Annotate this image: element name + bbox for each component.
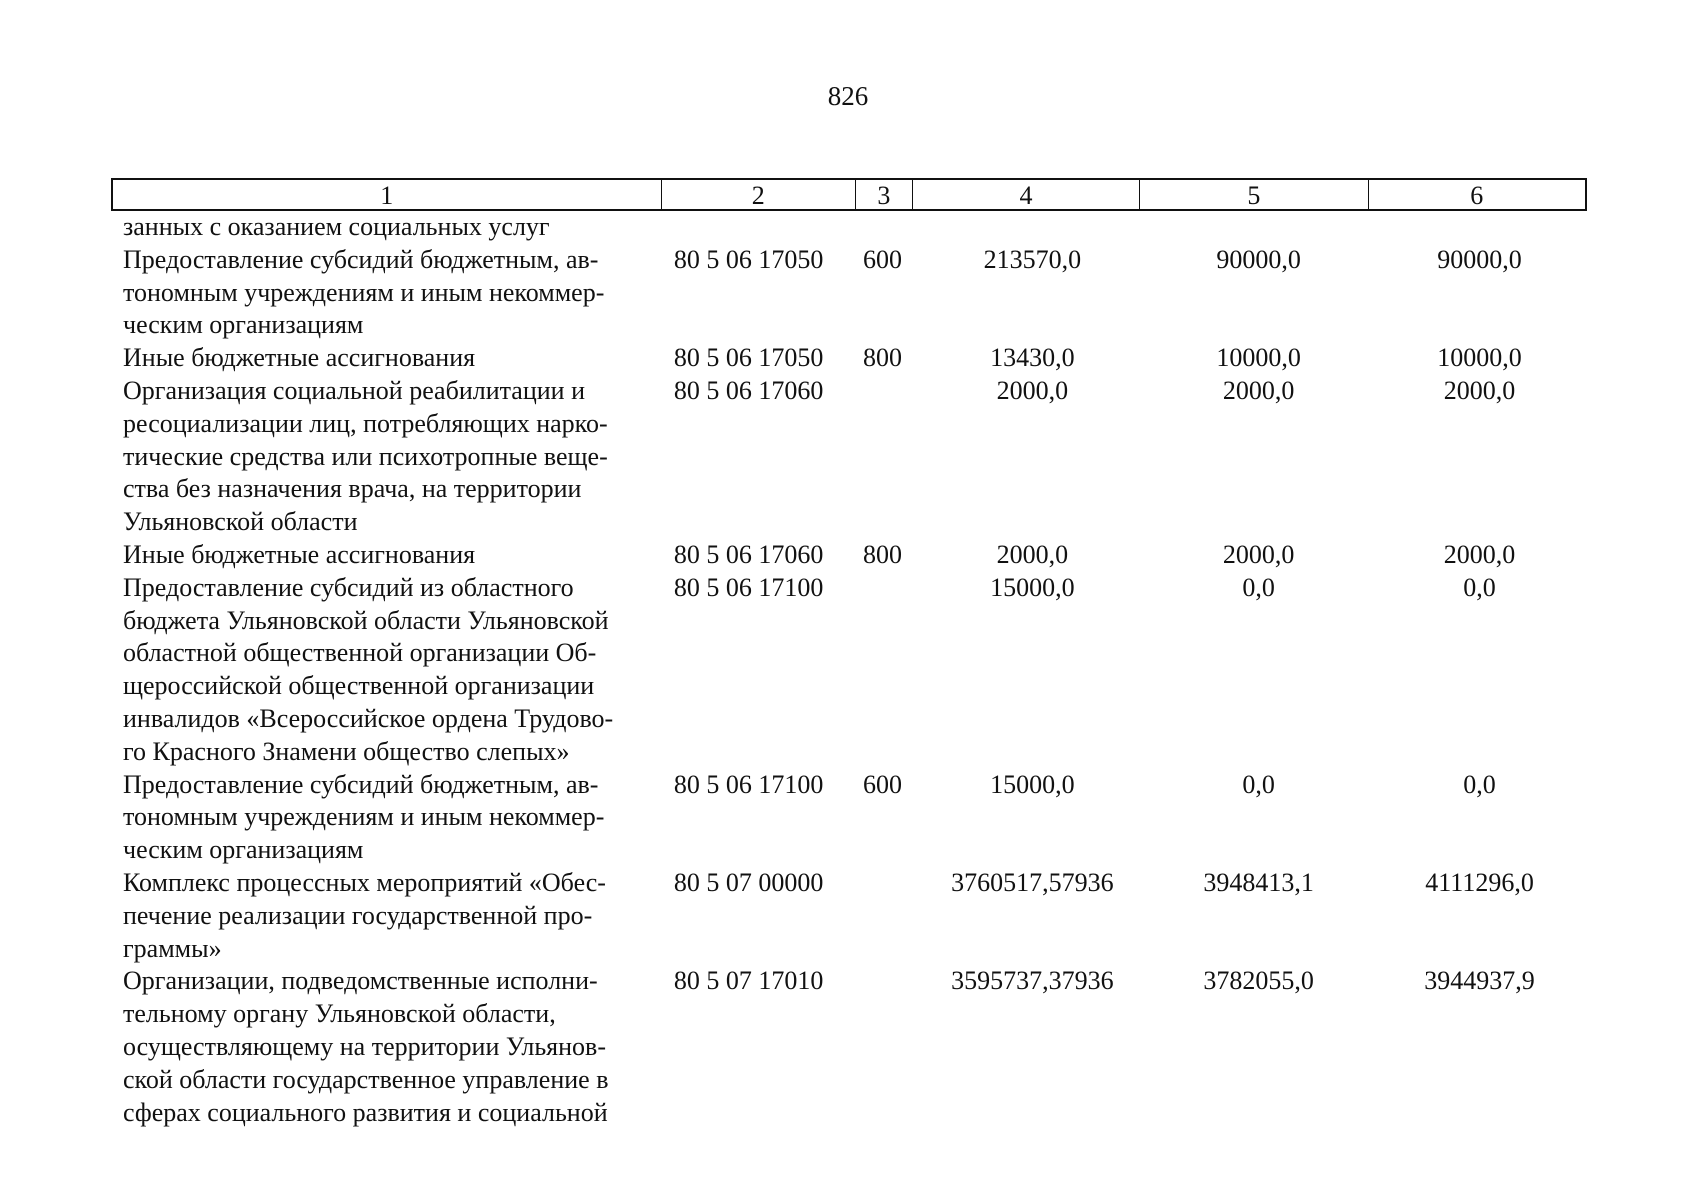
description-line: Ульяновской области (123, 507, 358, 537)
row-value-6: 0,0 (1463, 572, 1496, 602)
description-line: Организация социальной реабилитации и (123, 375, 586, 405)
header-col-2: 2 (662, 180, 856, 209)
table-row (111, 769, 1587, 867)
description-line: граммы» (123, 933, 222, 963)
table-row (111, 211, 1587, 244)
description-line: Иные бюджетные ассигнования (123, 343, 476, 373)
description-line: щероссийской общественной организации (123, 671, 595, 701)
row-value-6: 2000,0 (1443, 539, 1516, 569)
page-number: 826 (827, 81, 869, 111)
row-value-5: 10000,0 (1216, 343, 1301, 373)
description-line: ства без назначения врача, на территории (123, 474, 582, 504)
header-col-4: 4 (913, 180, 1140, 209)
row-description (111, 211, 658, 244)
row-description (111, 867, 658, 965)
description-line: тельному органу Ульяновской области, (123, 999, 556, 1029)
description-line: Комплекс процессных мероприятий «Обес- (123, 867, 606, 897)
header-col-1: 1 (113, 180, 662, 209)
row-type: 600 (863, 769, 903, 799)
row-description (111, 769, 658, 867)
row-value-4: 13430,0 (990, 343, 1075, 373)
description-line: тические средства или психотропные веще- (123, 441, 608, 471)
description-line: го Красного Знамени общество слепых» (123, 736, 570, 766)
table-row (111, 539, 1587, 572)
row-description (111, 244, 658, 342)
row-description (111, 342, 658, 375)
budget-table (111, 178, 1587, 1129)
description-line: ской области государственное управление в (123, 1064, 609, 1094)
table-header-row (111, 178, 1587, 211)
row-value-5: 2000,0 (1222, 375, 1295, 405)
row-value-5: 0,0 (1242, 572, 1275, 602)
table-row (111, 375, 1587, 539)
description-line: бюджета Ульяновской области Ульяновской (123, 605, 609, 635)
row-value-6: 4111296,0 (1425, 867, 1534, 897)
row-value-5: 2000,0 (1222, 539, 1295, 569)
row-value-4: 2000,0 (996, 375, 1069, 405)
description-line: осуществляющему на территории Ульянов- (123, 1031, 606, 1061)
row-value-4: 15000,0 (990, 572, 1075, 602)
header-col-5: 5 (1140, 180, 1368, 209)
row-code: 80 5 06 17100 (673, 769, 824, 799)
description-line: Предоставление субсидий бюджетным, ав- (123, 769, 599, 799)
row-value-4: 3595737,37936 (951, 966, 1114, 996)
row-description (111, 375, 658, 539)
header-col-3: 3 (856, 180, 913, 209)
description-line: ческим организациям (123, 310, 364, 340)
row-value-6: 10000,0 (1437, 343, 1522, 373)
table-row (111, 867, 1587, 965)
description-line: тономным учреждениям и иным некоммер- (123, 277, 605, 307)
row-value-6: 2000,0 (1443, 375, 1516, 405)
table-body (111, 211, 1587, 1129)
row-value-5: 0,0 (1242, 769, 1275, 799)
row-value-6: 3944937,9 (1424, 966, 1535, 996)
row-code: 80 5 06 17050 (673, 244, 824, 274)
row-code: 80 5 06 17060 (673, 539, 824, 569)
row-code: 80 5 07 00000 (673, 867, 824, 897)
row-description (111, 539, 658, 572)
description-line: ческим организациям (123, 835, 364, 865)
row-description (111, 965, 658, 1129)
description-line: занных с оказанием социальных услуг (123, 212, 550, 241)
row-type: 800 (863, 539, 903, 569)
row-code: 80 5 06 17100 (673, 572, 824, 602)
header-col-6: 6 (1470, 181, 1484, 210)
row-value-6: 0,0 (1463, 769, 1496, 799)
description-line: ресоциализации лиц, потребляющих нарко- (123, 408, 608, 438)
description-line: Организации, подведомственные исполни- (123, 966, 598, 996)
row-value-5: 3948413,1 (1203, 867, 1314, 897)
row-description (111, 572, 658, 769)
row-type: 800 (863, 343, 903, 373)
description-line: Иные бюджетные ассигнования (123, 539, 476, 569)
description-line: Предоставление субсидий бюджетным, ав- (123, 244, 599, 274)
row-value-4: 3760517,57936 (951, 867, 1114, 897)
description-line: сферах социального развития и социальной (123, 1097, 608, 1127)
description-line: инвалидов «Всероссийское ордена Трудово- (123, 703, 614, 733)
row-value-6: 90000,0 (1437, 244, 1522, 274)
table-row (111, 244, 1587, 342)
row-type: 600 (863, 244, 903, 274)
table-row (111, 342, 1587, 375)
row-value-4: 15000,0 (990, 769, 1075, 799)
table-row (111, 572, 1587, 769)
row-value-5: 90000,0 (1216, 244, 1301, 274)
description-line: Предоставление субсидий из областного (123, 572, 574, 602)
row-value-4: 213570,0 (983, 244, 1082, 274)
table-row (111, 965, 1587, 1129)
row-value-5: 3782055,0 (1203, 966, 1314, 996)
description-line: областной общественной организации Об- (123, 638, 597, 668)
row-code: 80 5 06 17060 (673, 375, 824, 405)
row-value-4: 2000,0 (996, 539, 1069, 569)
row-code: 80 5 07 17010 (673, 966, 824, 996)
description-line: печение реализации государственной про- (123, 900, 593, 930)
description-line: тономным учреждениям и иным некоммер- (123, 802, 605, 832)
row-code: 80 5 06 17050 (673, 343, 824, 373)
